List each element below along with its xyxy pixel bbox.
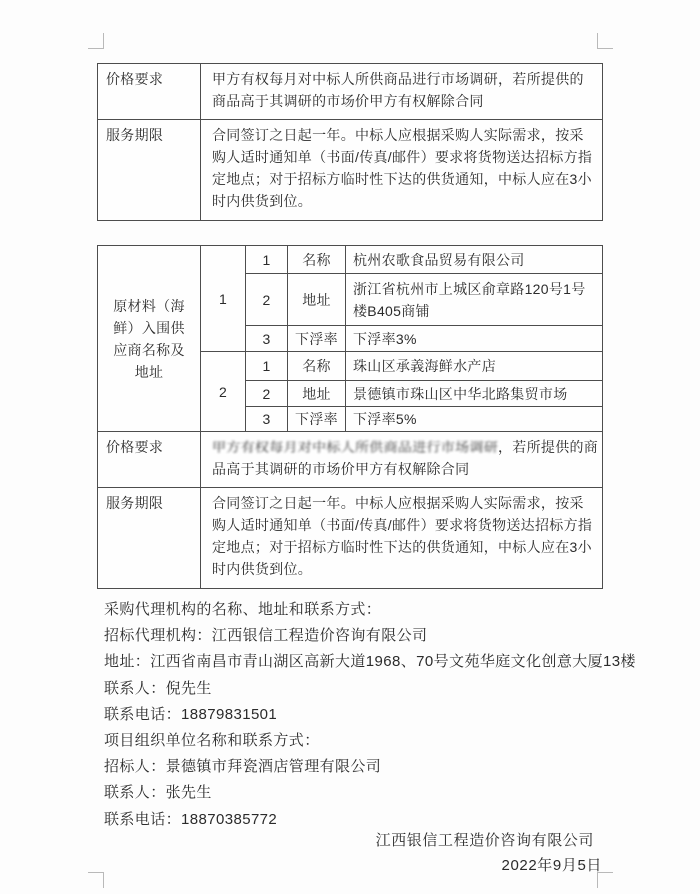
- price-requirement-label: 价格要求: [98, 64, 201, 120]
- agency-section-heading: 采购代理机构的名称、地址和联系方式：: [104, 601, 382, 618]
- supplier2-discount-value: 下浮率5%: [346, 407, 603, 432]
- supplier2-name-value: 珠山区承義海鲜水产店: [346, 352, 603, 381]
- requirements-table: [97, 63, 603, 221]
- supplier2-item1-no: 1: [246, 352, 288, 381]
- contact-section: [104, 597, 636, 833]
- signature-organization: 江西银信工程造价咨询有限公司: [375, 832, 594, 849]
- crop-mark-bottom-left-icon: [88, 872, 104, 888]
- suppliers-group-label: 原材料（海鲜）入围供应商名称及地址: [98, 246, 201, 432]
- service-period-label: 服务期限: [98, 120, 201, 221]
- price-content-line2: 品高于其调研的市场价甲方有权解除合同: [212, 461, 470, 477]
- supplier1-discount-value: 下浮率3%: [346, 326, 603, 352]
- garbled-text: 甲方有权每月对中标人所供商品进行市场调研: [211, 439, 499, 455]
- supplier2-item3-no: 3: [246, 407, 288, 432]
- table-row: [98, 120, 603, 221]
- organizer-name-line: 招标人：景德镇市拜瓷酒店管理有限公司: [104, 758, 382, 776]
- price-requirement-content: 甲方有权每月对中标人所供商品进行市场调研，若所提供的商品高于其调研的市场价甲方有权解除合同: [201, 64, 603, 120]
- signature-date: 2022年9月5日: [501, 857, 602, 874]
- price-requirement-label-2: 价格要求: [98, 432, 201, 488]
- supplier2-address-field: 地址: [288, 381, 346, 407]
- service-period-content: 合同签订之日起一年。中标人应根据采购人实际需求，按采购人适时通知单（书面/传真/邮件）要求将货物送达招标方指定地点；对于招标方临时性下达的供货通知，中标人应在3小时内供货到位。: [201, 120, 603, 221]
- supplier1-name-field: 名称: [288, 246, 346, 274]
- table-row: [98, 432, 603, 488]
- agency-name-line: 招标代理机构：江西银信工程造价咨询有限公司: [104, 627, 428, 645]
- supplier2-group-number: 2: [201, 352, 246, 432]
- service-period-label-2: 服务期限: [98, 488, 201, 589]
- supplier1-discount-field: 下浮率: [288, 326, 346, 352]
- supplier1-item1-no: 1: [246, 246, 288, 274]
- service-period-content-2: 合同签订之日起一年。中标人应根据采购人实际需求，按采购人适时通知单（书面/传真/邮件）要求将货物送达招标方指定地点；对于招标方临时性下达的供货通知，中标人应在3小时内供货到位。: [201, 488, 603, 589]
- supplier1-item2-no: 2: [246, 274, 288, 326]
- suppliers-table: [97, 245, 603, 589]
- supplier1-name-value: 杭州农歌食品贸易有限公司: [346, 246, 603, 274]
- supplier2-discount-field: 下浮率: [288, 407, 346, 432]
- crop-mark-top-right-icon: [597, 33, 613, 49]
- signature-block: [376, 828, 602, 878]
- crop-mark-top-left-icon: [88, 33, 104, 49]
- supplier2-address-value: 景德镇市珠山区中华北路集贸市场: [346, 381, 603, 407]
- supplier1-address-value: 浙江省杭州市上城区俞章路120号1号楼B405商铺: [346, 274, 603, 326]
- agency-address-line: 地址：江西省南昌市青山湖区高新大道1968、70号文苑华庭文化创意大厦13楼: [104, 653, 636, 671]
- agency-contact-person-line: 联系人：倪先生: [104, 679, 212, 697]
- supplier2-item2-no: 2: [246, 381, 288, 407]
- table-row: [98, 246, 603, 274]
- garbled-scan-line: [211, 436, 599, 458]
- supplier1-address-field: 地址: [288, 274, 346, 326]
- agency-phone-line: 联系电话：18879831501: [104, 705, 278, 723]
- table-row: [98, 488, 603, 589]
- organizer-contact-person-line: 联系人：张先生: [104, 784, 212, 802]
- garbled-line-tail: ，若所提供的商: [498, 439, 599, 455]
- table-row: [98, 64, 603, 120]
- supplier1-group-number: 1: [201, 246, 246, 352]
- organizer-section-heading: 项目组织单位名称和联系方式：: [104, 732, 320, 750]
- organizer-phone-line: 联系电话：18870385772: [104, 810, 278, 828]
- supplier2-name-field: 名称: [288, 352, 346, 381]
- supplier1-item3-no: 3: [246, 326, 288, 352]
- price-requirement-content-2: [201, 432, 603, 488]
